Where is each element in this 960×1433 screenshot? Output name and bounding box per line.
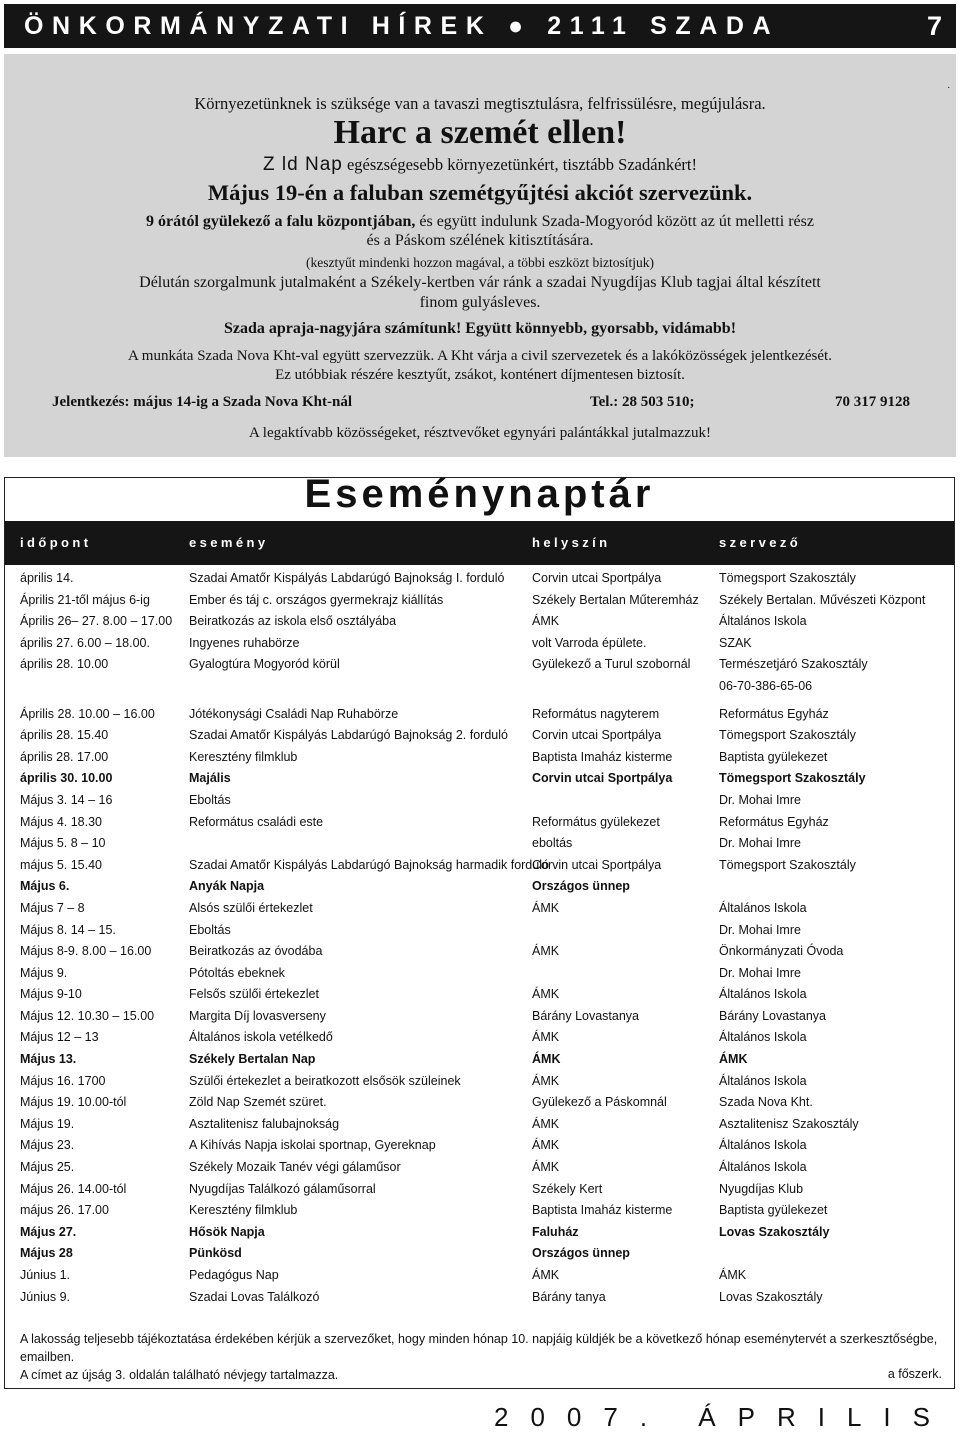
row-event: Szülői értekezlet a beiratkozott elsősök szüleinek: [189, 1073, 461, 1088]
row-organizer: Dr. Mohai Imre: [719, 922, 801, 937]
row-organizer: Lovas Szakosztály: [719, 1289, 823, 1304]
row-organizer: Dr. Mohai Imre: [719, 965, 801, 980]
table-row: [5, 590, 954, 612]
table-row: [5, 768, 954, 790]
row-date: május 26. 17.00: [20, 1203, 109, 1218]
row-date: Május 3. 14 – 16: [20, 792, 113, 807]
notice-date-line: Május 19-én a faluban szemétgyűjtési akciót szervezünk.: [207, 180, 753, 205]
column-event: esemény: [189, 535, 269, 550]
row-date: Május 16. 1700: [20, 1073, 106, 1088]
row-event: Jótékonysági Családi Nap Ruhabörze: [189, 706, 399, 721]
row-location: Gyülekező a Turul szobornál: [532, 657, 691, 672]
table-row: [5, 704, 954, 726]
row-event: Beiratkozás az óvodába: [189, 944, 323, 959]
table-row: [5, 920, 954, 942]
row-location: ÁMK: [532, 944, 560, 959]
row-date: Április 26– 27. 8.00 – 17.00: [20, 614, 173, 629]
row-organizer: Asztalitenisz Szakosztály: [719, 1116, 859, 1131]
row-event: Református családi este: [189, 814, 324, 829]
row-event: Asztalitenisz falubajnokság: [189, 1116, 340, 1131]
row-event: Anyák Napja: [189, 879, 265, 894]
row-location: ÁMK: [532, 1268, 560, 1282]
notice-zold-nap-line: [4, 154, 956, 176]
row-event: Pótoltás ebeknek: [189, 965, 285, 980]
row-date: Május 9-10: [20, 987, 82, 1002]
row-organizer-phone: 06-70-386-65-06: [719, 678, 813, 693]
row-organizer: Református Egyház: [719, 706, 829, 721]
cleanup-notice-box: [4, 54, 956, 457]
header-title: ÖNKORMÁNYZATI HÍREK ● 2111 SZADA: [24, 12, 780, 40]
zold-nap-title: Z ld Nap: [263, 154, 343, 175]
table-row: [5, 855, 954, 877]
row-date: Május 12 – 13: [20, 1030, 99, 1045]
row-date: április 28. 17.00: [20, 749, 109, 764]
row-date: Május 27.: [20, 1224, 77, 1239]
row-location: ÁMK: [532, 614, 560, 629]
row-date: Május 28: [20, 1246, 73, 1261]
row-location: ÁMK: [532, 1030, 560, 1045]
table-row: [5, 876, 954, 898]
row-location: Református nagyterem: [532, 706, 660, 721]
table-row: [5, 790, 954, 812]
row-date: április 28. 15.40: [20, 728, 109, 743]
issue-date: 2007. ÁPRILIS: [494, 1402, 952, 1432]
row-organizer: Önkormányzati Óvoda: [719, 944, 844, 959]
row-organizer: SZAK: [719, 635, 752, 650]
row-location: Corvin utcai Sportpálya: [532, 771, 673, 786]
table-row: [5, 1114, 954, 1136]
event-calendar: [4, 472, 955, 1389]
row-event: Hősök Napja: [189, 1224, 265, 1239]
row-event: Felsős szülői értekezlet: [189, 987, 319, 1002]
table-row: [5, 654, 954, 697]
table-row: [5, 1157, 954, 1179]
row-organizer: Tömegsport Szakosztály: [719, 771, 866, 786]
row-location: Gyülekező a Páskomnál: [532, 1095, 667, 1110]
row-location: Corvin utcai Sportpálya: [532, 857, 662, 872]
notice-organizer-line: A munkáta Szada Nova Kht-val együtt szervezzük. A Kht várja a civil szervezetek és a lakóközösségek jelentkezését.: [128, 348, 832, 364]
row-organizer: Lovas Szakosztály: [719, 1224, 830, 1239]
row-date: Május 7 – 8: [20, 900, 85, 915]
table-row: [5, 812, 954, 834]
row-event: Majális: [189, 771, 231, 786]
row-location: ÁMK: [532, 1073, 560, 1088]
row-organizer: Általános Iskola: [719, 1073, 807, 1088]
row-event: Beiratkozás az iskola első osztályába: [189, 614, 397, 629]
table-row: [5, 633, 954, 655]
row-organizer: Természetjáró Szakosztály: [719, 657, 868, 672]
registration-text: Jelentkezés: május 14-ig a Szada Nova Kht-nál: [52, 394, 352, 410]
row-event: Szadai Lovas Találkozó: [189, 1289, 320, 1304]
row-organizer: Baptista gyülekezet: [719, 1203, 828, 1218]
row-location: Bárány tanya: [532, 1289, 606, 1304]
calendar-rows: [5, 568, 954, 1308]
row-event: Általános iskola vetélkedő: [189, 1030, 333, 1045]
row-date: Április 21-től május 6-ig: [20, 592, 150, 607]
row-event: Székely Bertalan Nap: [189, 1052, 316, 1067]
row-event: Eboltás: [189, 922, 231, 937]
table-row: [5, 1092, 954, 1114]
table-row: [5, 1265, 954, 1287]
row-date: Május 9.: [20, 965, 68, 980]
row-date: Május 19. 10.00-tól: [20, 1095, 127, 1110]
row-date: Május 6.: [20, 879, 70, 894]
row-date: április 27. 6.00 – 18.00.: [20, 635, 150, 650]
row-event: Pedagógus Nap: [189, 1268, 279, 1282]
table-row: [5, 941, 954, 963]
footnote-line-2: A címet az újság 3. oldalán található névjegy tartalmazza.: [20, 1368, 339, 1382]
row-organizer: Baptista gyülekezet: [719, 749, 828, 764]
notice-organizer-line-2: Ez utóbbiak részére kesztyűt, zsákot, konténert díjmentesen biztosít.: [275, 367, 685, 383]
table-row: [5, 568, 954, 590]
row-location: ÁMK: [532, 1138, 560, 1153]
calendar-title: Eseménynaptár: [304, 472, 655, 516]
row-organizer: Dr. Mohai Imre: [719, 792, 801, 807]
table-row: [5, 1179, 954, 1201]
row-date: Május 8-9. 8.00 – 16.00: [20, 944, 152, 959]
row-organizer: Általános Iskola: [719, 1138, 807, 1153]
row-location: ÁMK: [532, 1160, 560, 1175]
row-date: Június 1.: [20, 1268, 71, 1282]
row-organizer: Szada Nova Kht.: [719, 1095, 813, 1110]
row-event: Keresztény filmklub: [189, 749, 298, 764]
row-organizer: Nyugdíjas Klub: [719, 1181, 804, 1196]
row-location: eboltás: [532, 836, 573, 851]
row-organizer: Székely Bertalan. Művészeti Központ: [719, 592, 926, 607]
row-location: Országos ünnep: [532, 1246, 630, 1261]
editor-signature: a főszerk.: [887, 1367, 942, 1381]
registration-phone-1: Tel.: 28 503 510;: [590, 394, 695, 410]
row-date: Április 28. 10.00 – 16.00: [20, 706, 155, 721]
table-row: [5, 963, 954, 985]
row-event: Szadai Amatőr Kispályás Labdarúgó Bajnokság harmadik forduló: [189, 857, 549, 872]
row-location: ÁMK: [532, 1052, 561, 1067]
footnote-line-1: A lakosság teljesebb tájékoztatása érdekében kérjük a szervezőket, hogy minden hónap 10. napjáig küldjék be a következő hónap eseménytervét a szerkesztőségbe, emailben.: [20, 1332, 938, 1364]
row-event: Nyugdíjas Találkozó gálaműsorral: [189, 1181, 376, 1196]
row-event: Gyalogtúra Mogyoród körül: [189, 657, 340, 672]
row-organizer: Bárány Lovastanya: [719, 1008, 827, 1023]
row-event: Pünkösd: [189, 1246, 242, 1261]
row-date: Május 19.: [20, 1116, 75, 1131]
notice-reward-line-2: finom gulyásleves.: [419, 294, 541, 311]
row-organizer: Tömegsport Szakosztály: [719, 857, 856, 872]
row-location: Baptista Imaház kisterme: [532, 749, 673, 764]
row-organizer: Tömegsport Szakosztály: [719, 728, 856, 743]
row-organizer: Református Egyház: [719, 814, 829, 829]
row-date: Május 25.: [20, 1160, 75, 1175]
row-date: Május 4. 18.30: [20, 814, 102, 829]
row-organizer: ÁMK: [719, 1052, 748, 1067]
table-row: [5, 1222, 954, 1244]
row-date: Május 8. 14 – 15.: [20, 922, 116, 937]
row-organizer: Általános Iskola: [719, 614, 807, 629]
row-event: Székely Mozaik Tanév végi gálaműsor: [189, 1160, 401, 1175]
row-event: Zöld Nap Szemét szüret.: [189, 1095, 327, 1110]
notice-meeting-line-2: és a Páskom szélének kitisztítására.: [366, 232, 594, 249]
row-location: Faluház: [532, 1224, 579, 1239]
row-event: A Kihívás Napja iskolai sportnap, Gyereknap: [189, 1138, 436, 1153]
row-organizer: Általános Iskola: [719, 1030, 807, 1045]
calendar-footnote: [20, 1330, 950, 1384]
row-date: Május 5. 8 – 10: [20, 836, 106, 851]
notice-intro: Környezetünknek is szüksége van a tavaszi megtisztulásra, felfrissülésre, megújulásra.: [194, 94, 766, 113]
meeting-route: és együtt indulunk Szada-Mogyoród között az út melletti rész: [419, 213, 814, 230]
column-location: helyszín: [532, 535, 611, 550]
row-location: Országos ünnep: [532, 879, 630, 894]
row-date: Május 26. 14.00-tól: [20, 1181, 127, 1196]
row-event: Ingyenes ruhabörze: [189, 635, 300, 650]
meeting-time: 9 órától gyülekező a falu központjában,: [146, 213, 416, 230]
row-location: Corvin utcai Sportpálya: [532, 571, 662, 585]
page-number: 7: [926, 11, 942, 41]
row-location: ÁMK: [532, 1116, 560, 1131]
row-organizer: Dr. Mohai Imre: [719, 836, 801, 851]
row-location: volt Varroda épülete.: [532, 635, 647, 650]
corner-mark: .: [947, 80, 950, 91]
row-event: Alsós szülői értekezlet: [189, 900, 313, 915]
row-location: Corvin utcai Sportpálya: [532, 728, 662, 743]
table-row: [5, 1200, 954, 1222]
row-organizer: Tömegsport Szakosztály: [719, 571, 856, 585]
row-event: Eboltás: [189, 792, 231, 807]
row-date: május 5. 15.40: [20, 857, 102, 872]
row-event: Szadai Amatőr Kispályás Labdarúgó Bajnokság I. forduló: [189, 571, 505, 585]
table-row: [5, 1049, 954, 1071]
row-date: Május 13.: [20, 1052, 77, 1067]
table-row: [5, 898, 954, 920]
notice-gloves-note: (kesztyűt mindenki hozzon magával, a többi eszközt biztosítjuk): [306, 255, 654, 270]
row-location: ÁMK: [532, 987, 560, 1002]
row-date: április 14.: [20, 571, 74, 585]
table-row: [5, 1135, 954, 1157]
row-date: Május 12. 10.30 – 15.00: [20, 1008, 155, 1023]
row-date: Május 23.: [20, 1138, 75, 1153]
row-location: ÁMK: [532, 900, 560, 915]
row-event: Keresztény filmklub: [189, 1203, 298, 1218]
notice-slogan: Szada apraja-nagyjára számítunk! Együtt könnyebb, gyorsabb, vidámabb!: [223, 320, 737, 337]
row-event: Ember és táj c. országos gyermekrajz kiállítás: [189, 592, 444, 607]
row-location: Székely Kert: [532, 1181, 603, 1196]
row-event: Margita Díj lovasverseny: [189, 1008, 326, 1023]
calendar-column-header: [5, 521, 954, 565]
row-organizer: ÁMK: [719, 1268, 747, 1282]
row-organizer: Általános Iskola: [719, 900, 807, 915]
table-row: [5, 747, 954, 769]
notice-reward-line: Délután szorgalmunk jutalmaként a Székely-kertben vár ránk a szadai Nyugdíjas Klub tagjai által készített: [139, 274, 821, 291]
column-organizer: szervező: [719, 535, 802, 550]
row-event: Szadai Amatőr Kispályás Labdarúgó Bajnokság 2. forduló: [189, 728, 508, 743]
column-date: időpont: [20, 535, 92, 550]
registration-phone-2: 70 317 9128: [835, 394, 910, 410]
table-row: [5, 1243, 954, 1265]
table-row: [5, 984, 954, 1006]
row-location: Református gyülekezet: [532, 814, 660, 829]
row-date: Június 9.: [20, 1289, 71, 1304]
table-row: [5, 611, 954, 633]
table-row: [5, 833, 954, 855]
row-date: április 28. 10.00: [20, 657, 109, 672]
row-location: Bárány Lovastanya: [532, 1008, 640, 1023]
zold-nap-text: egészségesebb környezetünkért, tisztább Szadánkért!: [346, 155, 697, 174]
row-organizer: Általános Iskola: [719, 1160, 807, 1175]
page-header-bar: [4, 4, 956, 48]
row-location: Székely Bertalan Műteremház: [532, 592, 699, 607]
row-organizer: Általános Iskola: [719, 987, 807, 1002]
notice-meeting-line: [4, 213, 956, 231]
table-row: [5, 1071, 954, 1093]
table-row: [5, 725, 954, 747]
table-row: [5, 1006, 954, 1028]
notice-award-line: A legaktívabb közösségeket, résztvevőket egynyári palántákkal jutalmazzuk!: [249, 425, 711, 441]
row-date: április 30. 10.00: [20, 771, 113, 786]
row-location: Baptista Imaház kisterme: [532, 1203, 673, 1218]
table-row: [5, 1027, 954, 1049]
table-row: [5, 1287, 954, 1309]
notice-headline: Harc a szemét ellen!: [333, 114, 627, 151]
